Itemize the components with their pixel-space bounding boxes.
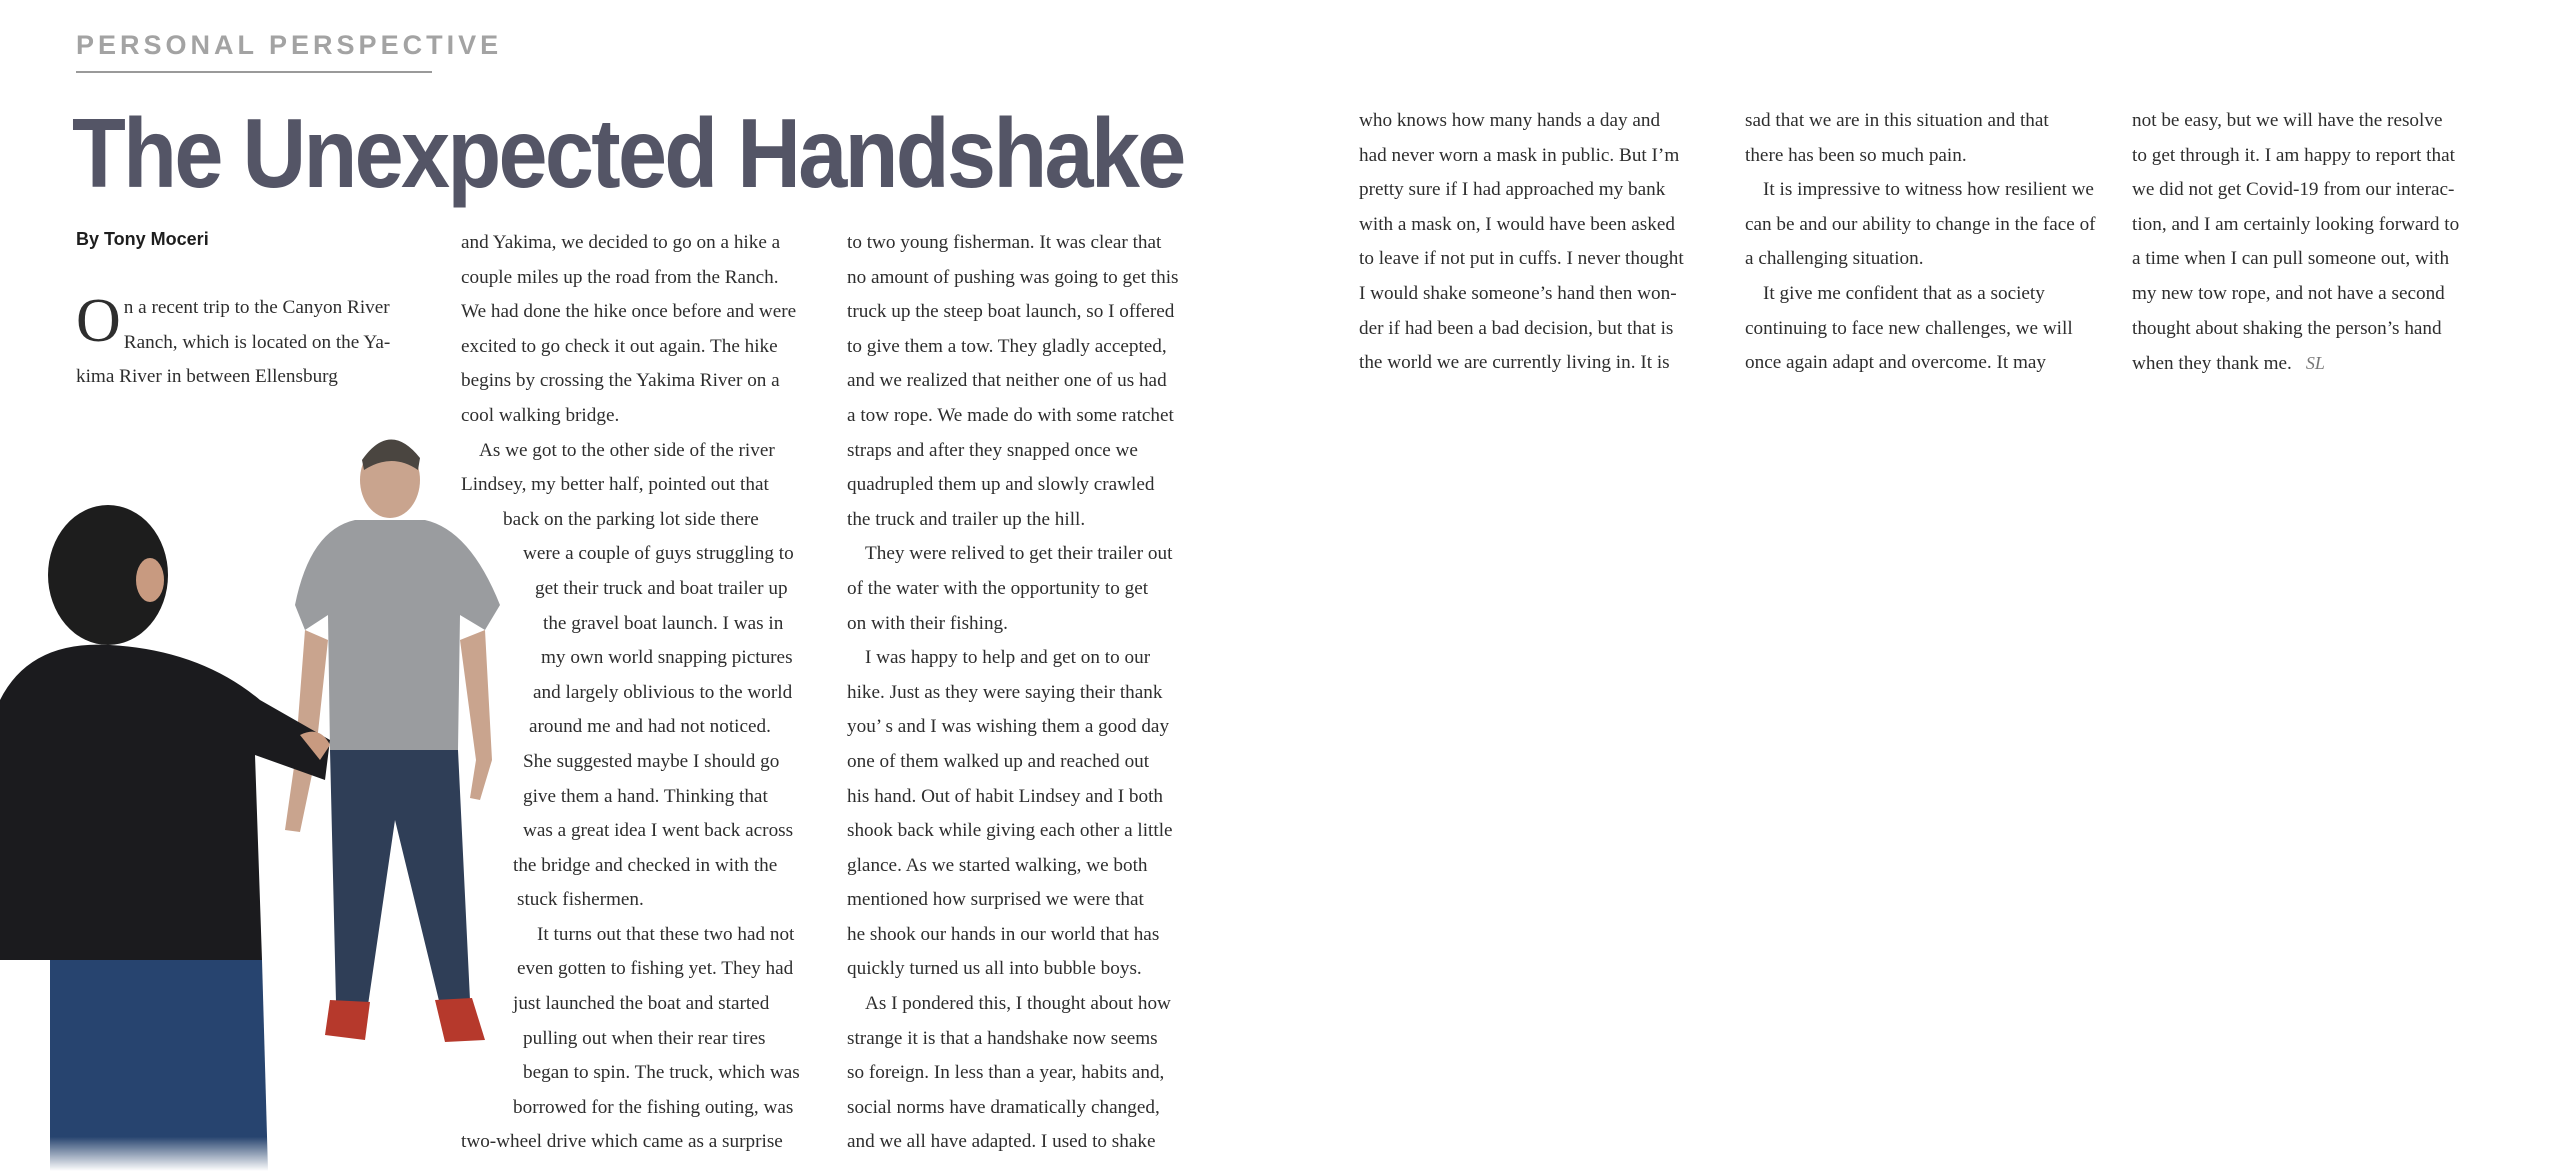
text-line: tion, and I am certainly looking forward to [2132,213,2460,235]
text-line: It is impressive to witness how resilient we [1763,179,2094,201]
text-line: She suggested maybe I should go [523,750,780,772]
text-line: the gravel boat launch. I was in [543,612,784,634]
text-line: social norms have dramatically changed, [847,1096,1160,1118]
text-line: glance. As we started walking, we both [847,854,1148,876]
text-line: truck up the steep boat launch, so I offered [847,301,1175,323]
text-line: Lindsey, my better half, pointed out that [461,474,769,496]
text-line: his hand. Out of habit Lindsey and I both [847,785,1164,807]
text-line: shook back while giving each other a little [847,820,1173,842]
text-line: stuck fishermen. [517,889,644,911]
text-line: with a mask on, I would have been asked [1359,213,1675,235]
text-line: We had done the hike once before and were [461,301,797,323]
text-line: we did not get Covid-19 from our interac- [2132,179,2455,201]
text-line: to get through it. I am happy to report that [2132,144,2455,166]
text-line: of the water with the opportunity to get [847,577,1149,599]
byline: By Tony Moceri [76,229,209,249]
text-line: pretty sure if I had approached my bank [1359,179,1666,201]
section-rule [76,71,432,73]
text-line: excited to go check it out again. The hike [461,335,778,357]
text-line: pulling out when their rear tires [523,1027,766,1049]
text-line: It give me confident that as a society [1763,282,2045,304]
text-line: he shook our hands in our world that has [847,923,1160,945]
text-line: quadrupled them up and slowly crawled [847,474,1155,496]
text-line: so foreign. In less than a year, habits and, [847,1062,1165,1084]
closing-line [2132,346,2459,382]
text-line: the world we are currently living in. It is [1359,352,1670,374]
article-column-3 [847,226,1179,1160]
text-line: who knows how many hands a day and [1359,110,1661,131]
text-line: mentioned how surprised we were that [847,889,1144,911]
article-column-4 [1359,104,1684,381]
text-line: not be easy, but we will have the resolve [2132,110,2443,131]
text-line: couple miles up the road from the Ranch. [461,266,779,288]
text-line: even gotten to fishing yet. They had [517,958,794,980]
text-line: sad that we are in this situation and that [1745,110,2049,131]
text-line: once again adapt and overcome. It may [1745,352,2047,374]
text-line: my new tow rope, and not have a second [2132,282,2445,304]
text-line: hike. Just as they were saying their thank [847,681,1163,703]
text-line: der if had been a bad decision, but that is [1359,317,1674,339]
text-line: straps and after they snapped once we [847,439,1138,461]
drop-cap: O [76,287,121,355]
text-line: and largely oblivious to the world [533,681,793,703]
text-line: when they thank me. [2132,353,2292,375]
text-line: just launched the boat and started [513,993,770,1015]
handshake-photo [0,400,520,1171]
text-line: As I pondered this, I thought about how [865,993,1171,1015]
text-line: on with their fishing. [847,612,1008,634]
article-column-2 [461,226,800,1160]
text-line: a time when I can pull someone out, with [2132,248,2450,270]
text-line: to two young fisherman. It was clear that [847,232,1162,253]
text-line: borrowed for the fishing outing, was [513,1096,794,1118]
text-line: to give them a tow. They gladly accepted, [847,335,1167,357]
text-line: no amount of pushing was going to get this [847,266,1179,288]
author-signature: SL [2305,353,2325,374]
text-line: were a couple of guys struggling to [523,543,794,565]
article-column-5 [1745,104,2096,381]
text-line: and Yakima, we decided to go on a hike a [461,232,781,253]
text-line: was a great idea I went back across [523,820,794,842]
text-line: cool walking bridge. [461,404,620,426]
text-line: thought about shaking the person’s hand [2132,317,2442,339]
text-line: get their truck and boat trailer up [535,577,788,599]
section-label: PERSONAL PERSPECTIVE [76,30,503,60]
text-line: a challenging situation. [1745,248,1924,270]
text-line: begins by crossing the Yakima River on a [461,370,780,392]
article-title: The Unexpected Handshake [72,98,1184,208]
text-line: a tow rope. We made do with some ratchet [847,404,1174,426]
text-line: can be and our ability to change in the face of [1745,213,2096,235]
text-line: strange it is that a handshake now seems [847,1027,1158,1049]
text-line: you’ s and I was wishing them a good day [847,716,1170,738]
text-line: and we all have adapted. I used to shake [847,1131,1156,1153]
text-line: there has been so much pain. [1745,144,1967,166]
text-line: quickly turned us all into bubble boys. [847,958,1142,980]
text-line: around me and had not noticed. [529,716,771,738]
text-line: had never worn a mask in public. But I’m [1359,144,1680,166]
text-line: my own world snapping pictures [541,647,793,669]
text-line: to leave if not put in cuffs. I never thought [1359,248,1684,270]
text-line: began to spin. The truck, which was [523,1062,800,1084]
text-line: two-wheel drive which came as a surprise [461,1131,783,1153]
text-line: As we got to the other side of the river [479,439,775,461]
intro-line: Ranch, which is located on the Ya- [123,331,391,353]
text-line: back on the parking lot side there [503,508,759,530]
text-line: I was happy to help and get on to our [865,647,1151,669]
text-line: the truck and trailer up the hill. [847,508,1086,530]
text-line: and we realized that neither one of us had [847,370,1167,392]
intro-paragraph [76,287,421,395]
text-line: one of them walked up and reached out [847,750,1150,772]
intro-line: n a recent trip to the Canyon River [123,297,390,318]
text-line: give them a hand. Thinking that [523,785,768,807]
text-line: It turns out that these two had not [537,923,795,945]
text-line: the bridge and checked in with the [513,854,778,876]
article-column-6 [2132,104,2459,382]
text-line: I would shake someone’s hand then won- [1359,282,1677,304]
text-line: continuing to face new challenges, we will [1745,317,2073,339]
text-line: They were relived to get their trailer out [865,543,1173,565]
intro-line: kima River in between Ellensburg [76,366,338,388]
